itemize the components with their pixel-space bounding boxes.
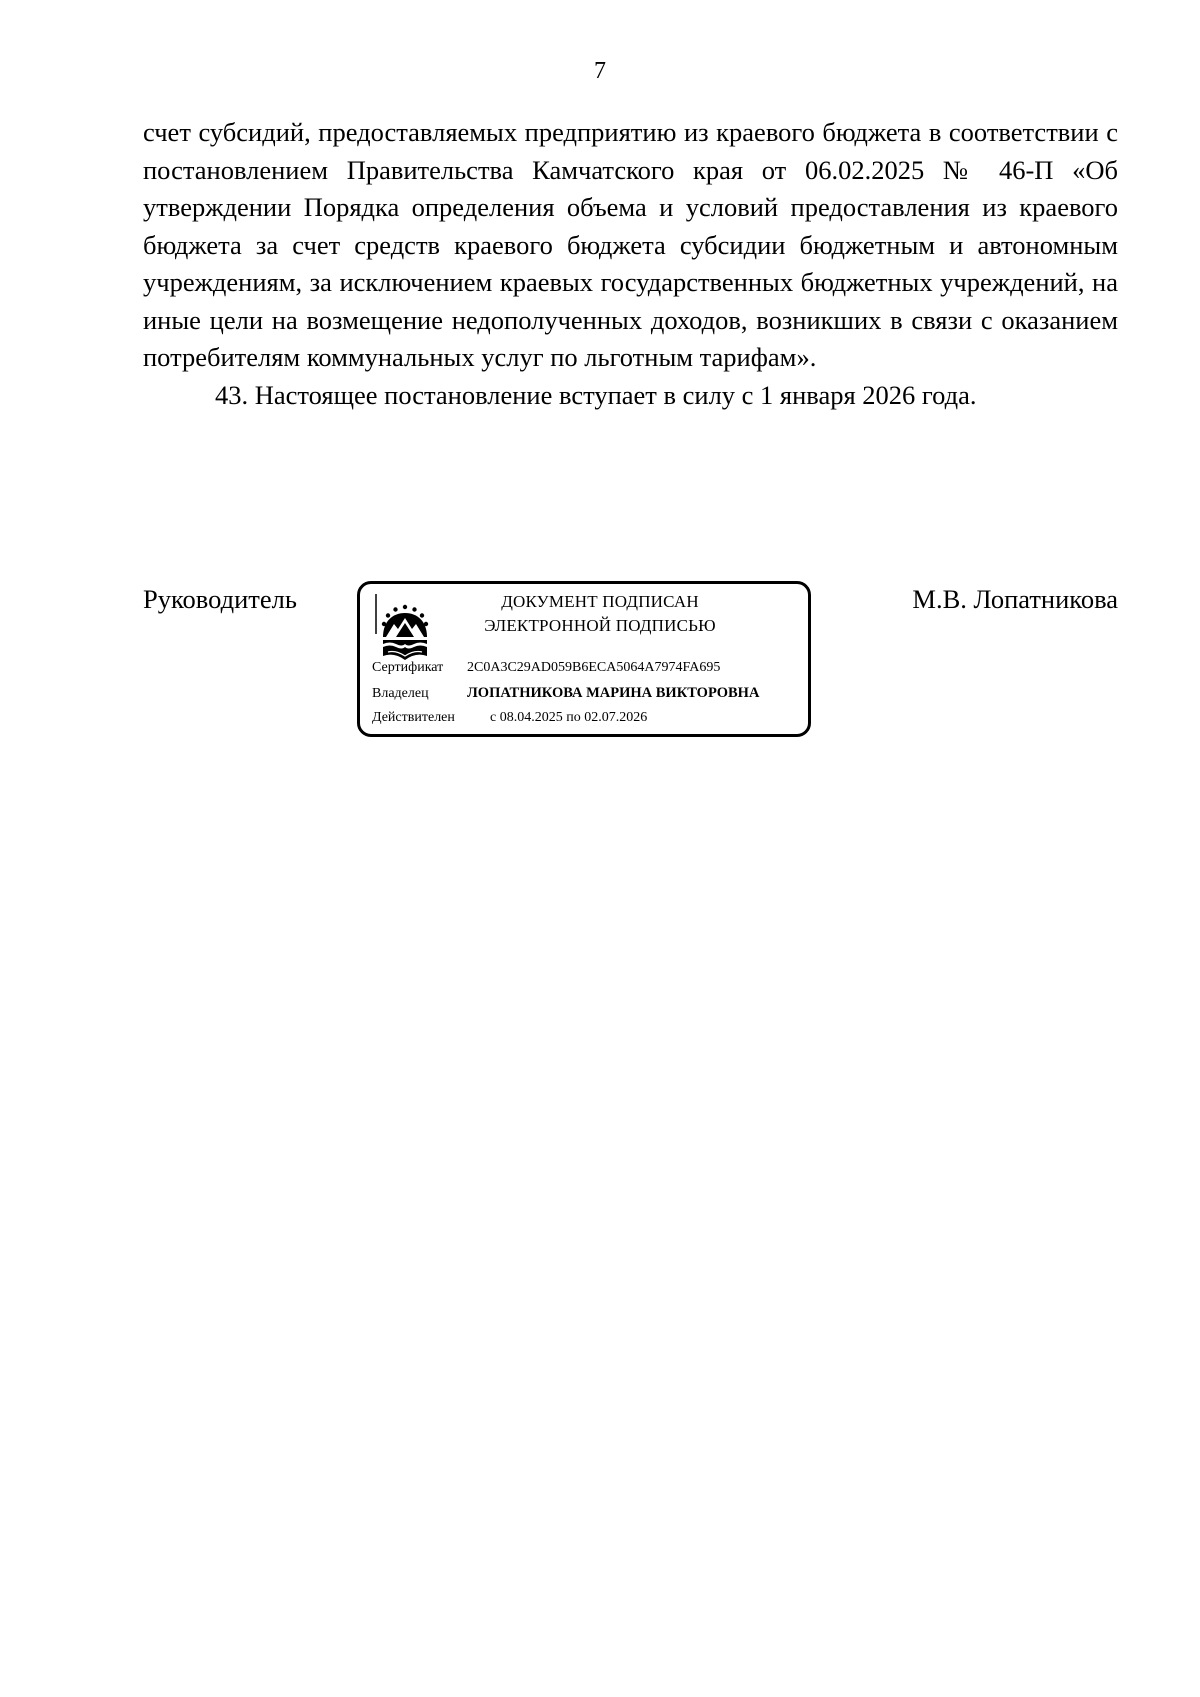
paragraph-continued: счет субсидий, предоставляемых предприятию из краевого бюджета в соответствии с постановлением Правительства Камчатского края от 06.02.2025 № 46-П «Об утверждении Порядка определения объема и условий предоставления из краевого бюджета за счет средств краевого бюджета субсидии бюджетным и автономным учреждениям, за исключением краевых государственных бюджетных учреждений, на иные цели на возмещение недополученных доходов, возникших в связи с оказанием потребителям коммунальных услуг по льготным тарифам». (143, 117, 1118, 372)
stamp-validity-value: с 08.04.2025 по 02.07.2026 (490, 710, 648, 725)
paragraph-43: 43. Настоящее постановление вступает в силу с 1 января 2026 года. (215, 379, 977, 410)
stamp-validity-row (372, 708, 647, 728)
signatory-name: М.В. Лопатникова (912, 584, 1118, 614)
page-number: 7 (594, 58, 606, 84)
kamchatka-coat-of-arms-icon (374, 594, 436, 664)
stamp-title-line1: ДОКУМЕНТ ПОДПИСАН (501, 592, 699, 611)
electronic-signature-stamp (357, 581, 811, 737)
stamp-title-line2: ЭЛЕКТРОННОЙ ПОДПИСЬЮ (484, 616, 716, 635)
document-body (143, 114, 1118, 414)
stamp-owner-row (372, 683, 759, 704)
stamp-certificate-value: 2C0A3C29AD059B6ECA5064A7974FA695 (467, 660, 721, 675)
signatory-position: Руководитель (143, 584, 297, 614)
stamp-owner-label: Владелец (372, 686, 429, 701)
stamp-owner-value: ЛОПАТНИКОВА МАРИНА ВИКТОРОВНА (467, 685, 760, 701)
stamp-certificate-label: Сертификат (372, 660, 444, 675)
stamp-certificate-row (372, 658, 720, 678)
stamp-validity-label: Действителен (372, 710, 455, 725)
